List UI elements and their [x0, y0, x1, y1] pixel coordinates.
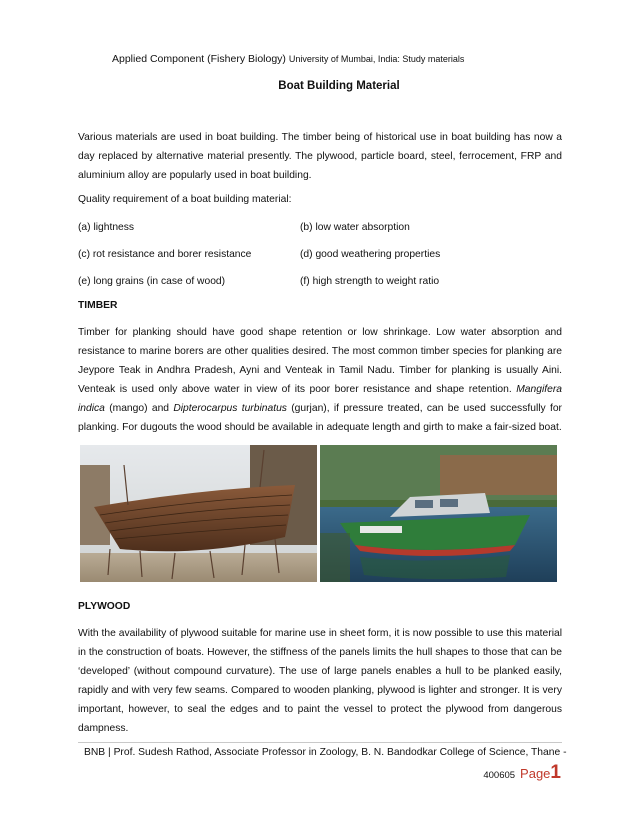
- page-number: [483, 762, 561, 784]
- running-header: [112, 53, 464, 65]
- plywood-heading: PLYWOOD: [78, 601, 131, 612]
- header-course: Applied Component (Fishery Biology): [112, 53, 286, 65]
- quality-heading: Quality requirement of a boat building material:: [78, 194, 292, 205]
- timber-text: Timber for planking should have good shape retention or low shrinkage. Low water absorption and resistance to marine borers are other qualities desired. The most common timber species for planking are Jeypore Teak in Andhra Pradesh, Ayni and Venteak in Tamil Nadu. Timber for planking is usually Aini. Venteak is used only above water in view of its poor borer resistance and shape retention.: [78, 327, 562, 395]
- quality-row: [78, 245, 562, 264]
- plywood-paragraph: With the availability of plywood suitable for marine use in sheet form, it is now possible to use this material in the construction of boats. However, the stiffness of the panels limits the hull shapes to those that can be ‘developed’ (without compound curvature). The use of large panels enables a hull to be planked easily, rapidly and with very few seams. Compared to wooden planking, plywood is lighter and stronger. It is very important, however, to seal the edges and to paint the vessel to protect the plywood from dangerous dampness.: [78, 628, 562, 734]
- timber-text: (mango) and: [109, 403, 170, 414]
- photo-painted-boat-on-water: [320, 445, 557, 582]
- quality-row: [78, 272, 562, 291]
- footer-divider: [78, 742, 562, 743]
- page-word: Page: [520, 766, 551, 781]
- timber-heading: TIMBER: [78, 300, 118, 311]
- intro-block: [78, 128, 562, 185]
- intro-paragraph: Various materials are used in boat building. The timber being of historical use in boat building has now a day replaced by alternative material presently. The plywood, particle board, steel, ferrocement, FRP and aluminium alloy are popularly used in boat building.: [78, 132, 562, 181]
- quality-row: [78, 218, 562, 237]
- plywood-section: [78, 597, 562, 738]
- quality-item: (b) low water absorption: [300, 222, 410, 233]
- footer-pin: 400605: [483, 770, 516, 781]
- quality-item: (a) lightness: [78, 222, 135, 233]
- page-num: 1: [550, 762, 561, 783]
- quality-list: [78, 218, 562, 291]
- species-name-gurjan: Dipterocarpus turbinatus: [173, 403, 287, 414]
- quality-item: (e) long grains (in case of wood): [78, 276, 226, 287]
- quality-item: (c) rot resistance and borer resistance: [78, 249, 252, 260]
- footer-text: BNB | Prof. Sudesh Rathod, Associate Professor in Zoology, B. N. Bandodkar College of Science, Thane -: [84, 747, 567, 758]
- header-source: University of Mumbai, India: Study materials: [288, 54, 465, 64]
- boat-photos: [80, 445, 557, 582]
- species-name-mango: Mangifera indica: [78, 384, 562, 414]
- timber-paragraph: [78, 323, 562, 437]
- page-label: [520, 762, 561, 784]
- photo-wooden-hull-under-construction: [80, 445, 317, 582]
- quality-item: (f) high strength to weight ratio: [300, 276, 440, 287]
- timber-section: [78, 296, 562, 437]
- quality-block: [78, 190, 562, 209]
- quality-item: (d) good weathering properties: [300, 249, 441, 260]
- document-title: Boat Building Material: [278, 80, 400, 92]
- timber-text: (gurjan), if pressure treated, can be used successfully for planking. For dugouts the wood should be available in adequate length and girth to make a fair-sized boat.: [78, 403, 562, 433]
